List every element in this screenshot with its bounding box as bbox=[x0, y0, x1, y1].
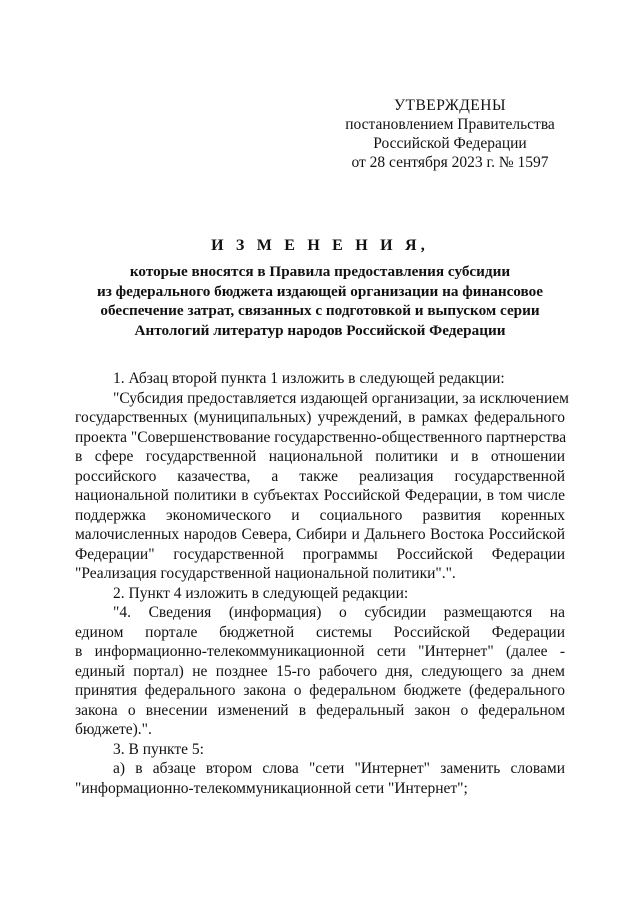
heading-subtitle-line: Антологий литератур народов Российской Федерации bbox=[134, 321, 506, 339]
paragraph-2 bbox=[75, 584, 565, 740]
paragraph-line: едином портале бюджетной системы Российской Федерации bbox=[75, 623, 565, 641]
paragraph-2-head: 2. Пункт 4 изложить в следующей редакции: bbox=[113, 584, 409, 602]
paragraph-line: "Реализация государственной национальной политики".". bbox=[75, 565, 456, 582]
paragraph-line: национальной политики в субъектах Российской Федерации, в том числе bbox=[75, 487, 565, 504]
paragraph-line: "Субсидия предоставляется издающей организации, за исключением bbox=[113, 389, 569, 407]
approved-label: УТВЕРЖДЕНЫ bbox=[394, 97, 506, 114]
heading-subtitle-line: которые вносятся в Правила предоставления субсидии bbox=[129, 263, 511, 280]
paragraph-line: государственных (муниципальных) учреждений, в рамках федерального bbox=[75, 409, 565, 426]
paragraph-line: "4. Сведения (информация) о субсидии размещаются на bbox=[113, 604, 565, 621]
paragraph-line: "информационно-телекоммуникационной сети "Интернет"; bbox=[75, 779, 468, 797]
approval-date: от 28 сентября 2023 г. № 1597 bbox=[351, 154, 549, 171]
paragraph-line: поддержка экономического и социального развития коренных bbox=[75, 506, 565, 524]
paragraph-line: принятия федерального закона о федеральном бюджете (федерального bbox=[75, 682, 565, 699]
paragraph-line: в сфере государственной национальной политики и в отношении bbox=[75, 448, 565, 465]
paragraph-1 bbox=[75, 369, 569, 584]
document-title: И З М Е Н Е Н И Я, bbox=[211, 237, 429, 254]
approval-line-1: постановлением Правительства bbox=[345, 116, 555, 133]
paragraph-line: российского казачества, а также реализация государственной bbox=[75, 467, 565, 485]
paragraph-line: закона о внесении изменений в федеральный закон о федеральном bbox=[75, 701, 565, 719]
paragraph-3-head: 3. В пункте 5: bbox=[113, 740, 204, 758]
approval-line-2: Российской Федерации bbox=[373, 135, 527, 152]
paragraph-line: единый портал) не позднее 15-го рабочего дня, следующего за днем bbox=[75, 662, 565, 680]
paragraph-1-head: 1. Абзац второй пункта 1 изложить в следующей редакции: bbox=[113, 370, 505, 387]
document-body bbox=[75, 369, 569, 798]
heading-subtitle-line: из федерального бюджета издающей организации на финансовое bbox=[97, 282, 543, 300]
paragraph-line: бюджете).". bbox=[75, 721, 152, 738]
heading-subtitle-line: обеспечение затрат, связанных с подготовкой и выпуском серии bbox=[100, 302, 540, 319]
document-heading bbox=[70, 236, 570, 340]
paragraph-line: малочисленных народов Севера, Сибири и Дальнего Востока Российской bbox=[75, 526, 565, 543]
paragraph-line: Федерации" государственной программы Российской Федерации bbox=[75, 545, 565, 563]
approval-stamp bbox=[330, 96, 570, 172]
paragraph-line: а) в абзаце втором слова "сети "Интернет" заменить словами bbox=[113, 760, 565, 777]
paragraph-line: проекта "Совершенствование государственно-общественного партнерства bbox=[75, 428, 567, 446]
paragraph-3 bbox=[75, 740, 565, 799]
paragraph-line: в информационно-телекоммуникационной сети "Интернет" (далее - bbox=[75, 643, 565, 660]
